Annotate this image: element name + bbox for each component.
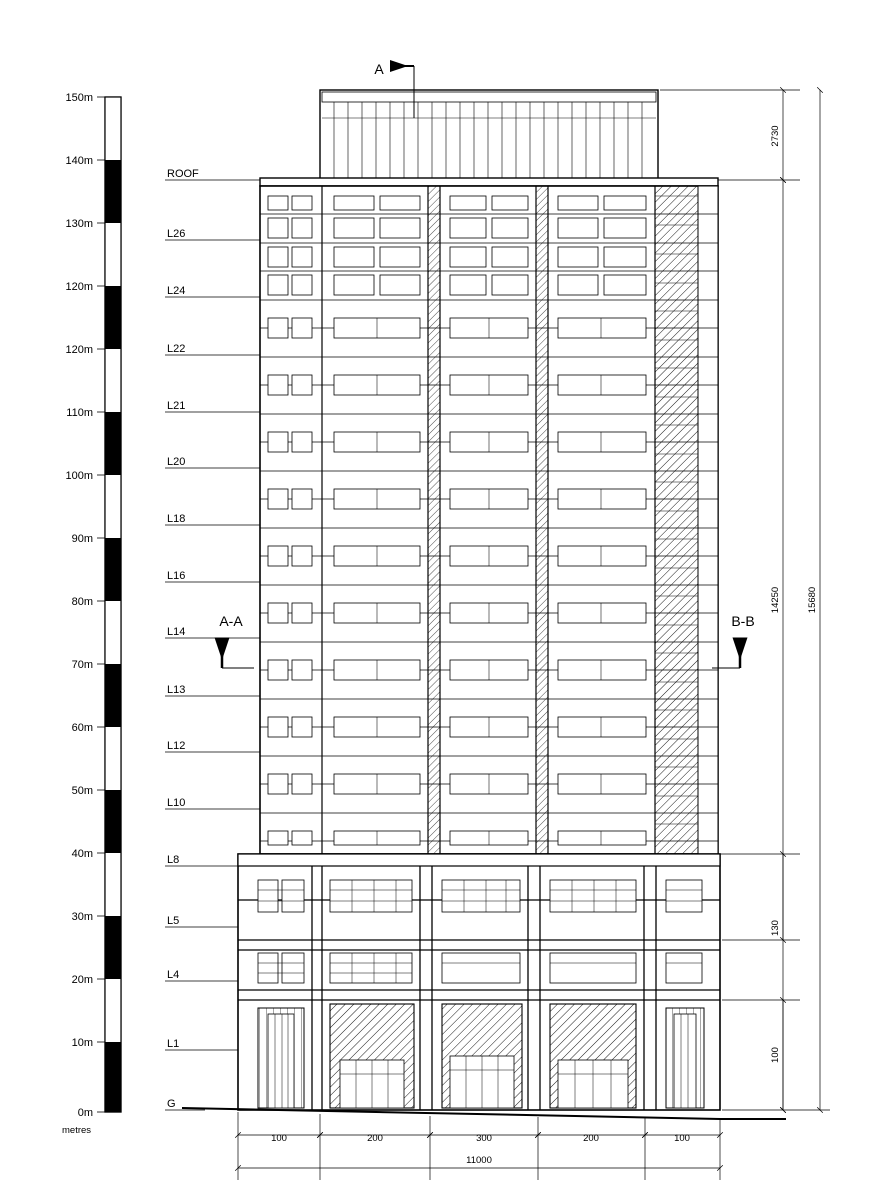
- bay-dim-3: 300: [476, 1133, 492, 1144]
- level-label-l13: L13: [167, 684, 186, 696]
- podium: [238, 854, 720, 1110]
- scale-tick-label: 30m: [71, 911, 93, 923]
- scale-tick-label: 70m: [71, 659, 93, 671]
- level-label-l18: L18: [167, 513, 186, 525]
- scale-tick-label: 0m: [77, 1107, 93, 1119]
- scale-tick-label: 120m: [65, 344, 93, 356]
- level-label-l22: L22: [167, 343, 186, 355]
- section-label-a: A: [374, 61, 384, 77]
- section-label-aa: A-A: [219, 613, 243, 629]
- bay-dim-1: 100: [271, 1133, 287, 1144]
- level-label-l14: L14: [167, 626, 186, 638]
- section-marker-aa: [219, 613, 254, 668]
- core-hatch-far-right: [655, 186, 698, 854]
- overall-width-dim: 11000: [466, 1155, 492, 1166]
- dim-label-100: 100: [770, 1047, 781, 1063]
- scale-tick-label: 60m: [71, 722, 93, 734]
- scale-tick-label: 90m: [71, 533, 93, 545]
- core-hatch-right: [536, 186, 548, 854]
- dim-label-14250: 14250: [770, 586, 781, 614]
- level-label-roof: ROOF: [167, 168, 199, 180]
- level-label-g: G: [167, 1098, 176, 1110]
- level-label-l26: L26: [167, 228, 186, 240]
- dim-label-2730: 2730: [770, 125, 781, 147]
- scale-bar: [62, 92, 121, 1136]
- level-label-l24: L24: [167, 285, 186, 297]
- scale-tick-label: 110m: [66, 407, 93, 419]
- scale-tick-label: 80m: [71, 596, 93, 608]
- level-label-l4: L4: [167, 969, 180, 981]
- bay-dim-5: 100: [674, 1133, 690, 1144]
- scale-tick-label: 120m: [65, 281, 93, 293]
- level-label-l20: L20: [167, 456, 186, 468]
- level-label-l10: L10: [167, 797, 186, 809]
- scale-tick-label: 100m: [65, 470, 93, 482]
- scale-tick-label: 50m: [71, 785, 93, 797]
- bay-dim-4: 200: [583, 1133, 599, 1144]
- level-label-l1: L1: [167, 1038, 180, 1050]
- scale-tick-label: 140m: [65, 155, 93, 167]
- bottom-dimensions: [238, 1112, 720, 1180]
- dim-label-15680: 15680: [807, 586, 818, 614]
- roof-plant: [320, 90, 658, 180]
- section-label-bb: B-B: [731, 613, 755, 629]
- scale-tick-label: 10m: [71, 1037, 93, 1049]
- scale-unit-label: metres: [62, 1125, 92, 1136]
- core-hatch-left: [428, 186, 440, 854]
- scale-tick-label: 130m: [65, 218, 93, 230]
- bay-dim-2: 200: [367, 1133, 383, 1144]
- dim-label-130: 130: [770, 920, 781, 936]
- scale-tick-label: 20m: [71, 974, 93, 986]
- scale-tick-label: 40m: [71, 848, 93, 860]
- level-label-l16: L16: [167, 570, 186, 582]
- level-label-l21: L21: [167, 400, 186, 412]
- scale-tick-label: 150m: [65, 92, 93, 104]
- level-label-l8: L8: [167, 854, 180, 866]
- level-label-l12: L12: [167, 740, 186, 752]
- level-label-l5: L5: [167, 915, 180, 927]
- tower-body: [260, 178, 718, 854]
